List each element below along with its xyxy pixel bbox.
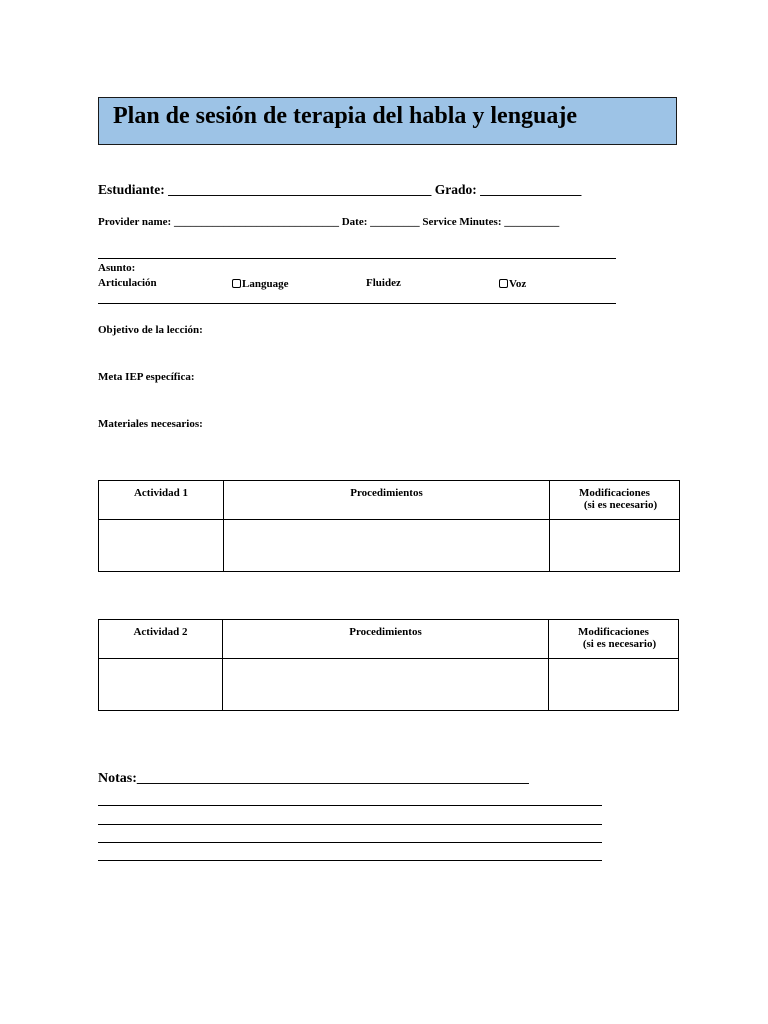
notes-line[interactable] — [98, 860, 602, 861]
subject-top-rule — [98, 258, 616, 259]
modifications-note: (si es necesario) — [583, 499, 658, 511]
activity-2-header: Actividad 2 — [99, 620, 223, 659]
option-voice[interactable] — [499, 278, 526, 290]
activity-table-2 — [98, 619, 679, 711]
subject-label: Asunto: — [98, 262, 136, 274]
grade-label: Grado: — [434, 182, 477, 197]
student-row — [98, 182, 581, 198]
provider-label: Provider name: — [98, 216, 172, 228]
notes-line[interactable] — [98, 805, 602, 806]
objective-label: Objetivo de la lección: — [98, 324, 203, 336]
notes-blank[interactable]: ________________________________________________________ — [136, 771, 529, 786]
modifications-cell[interactable] — [550, 520, 680, 572]
notes-row — [98, 771, 529, 787]
procedures-header: Procedimientos — [224, 481, 550, 520]
option-language-label: Language — [242, 278, 289, 290]
checkbox-icon[interactable] — [232, 279, 241, 288]
modifications-header — [550, 481, 680, 520]
date-label: Date: — [341, 216, 368, 228]
procedures-header: Procedimientos — [223, 620, 549, 659]
notes-label: Notas: — [98, 771, 137, 786]
procedures-cell[interactable] — [223, 659, 549, 711]
modifications-header — [549, 620, 679, 659]
materials-label: Materiales necesarios: — [98, 418, 203, 430]
student-label: Estudiante: — [98, 182, 165, 197]
provider-row — [98, 216, 559, 228]
modifications-label: Modificaciones — [579, 487, 650, 499]
minutes-blank[interactable]: __________ — [504, 216, 560, 228]
activity-1-header: Actividad 1 — [99, 481, 224, 520]
option-articulation: Articulación — [98, 277, 157, 289]
subject-bottom-rule — [98, 303, 616, 304]
modifications-note: (si es necesario) — [582, 638, 657, 650]
modifications-label: Modificaciones — [578, 626, 649, 638]
option-language[interactable] — [232, 278, 288, 290]
iep-goal-label: Meta IEP específica: — [98, 371, 195, 383]
date-blank[interactable]: _________ — [370, 216, 420, 228]
notes-line[interactable] — [98, 824, 602, 825]
activity-2-cell[interactable] — [99, 659, 223, 711]
modifications-cell[interactable] — [549, 659, 679, 711]
provider-blank[interactable]: ______________________________ — [173, 216, 339, 228]
grade-blank[interactable]: _______________ — [480, 182, 582, 197]
activity-table-1 — [98, 480, 680, 572]
option-voice-label: Voz — [509, 278, 527, 290]
title-banner — [98, 97, 677, 145]
notes-line[interactable] — [98, 842, 602, 843]
student-blank[interactable]: _______________________________________ — [168, 182, 432, 197]
checkbox-icon[interactable] — [499, 279, 508, 288]
minutes-label: Service Minutes: — [422, 216, 502, 228]
option-fluency: Fluidez — [366, 277, 401, 289]
procedures-cell[interactable] — [224, 520, 550, 572]
activity-1-cell[interactable] — [99, 520, 224, 572]
page-title: Plan de sesión de terapia del habla y lenguaje — [113, 103, 578, 129]
